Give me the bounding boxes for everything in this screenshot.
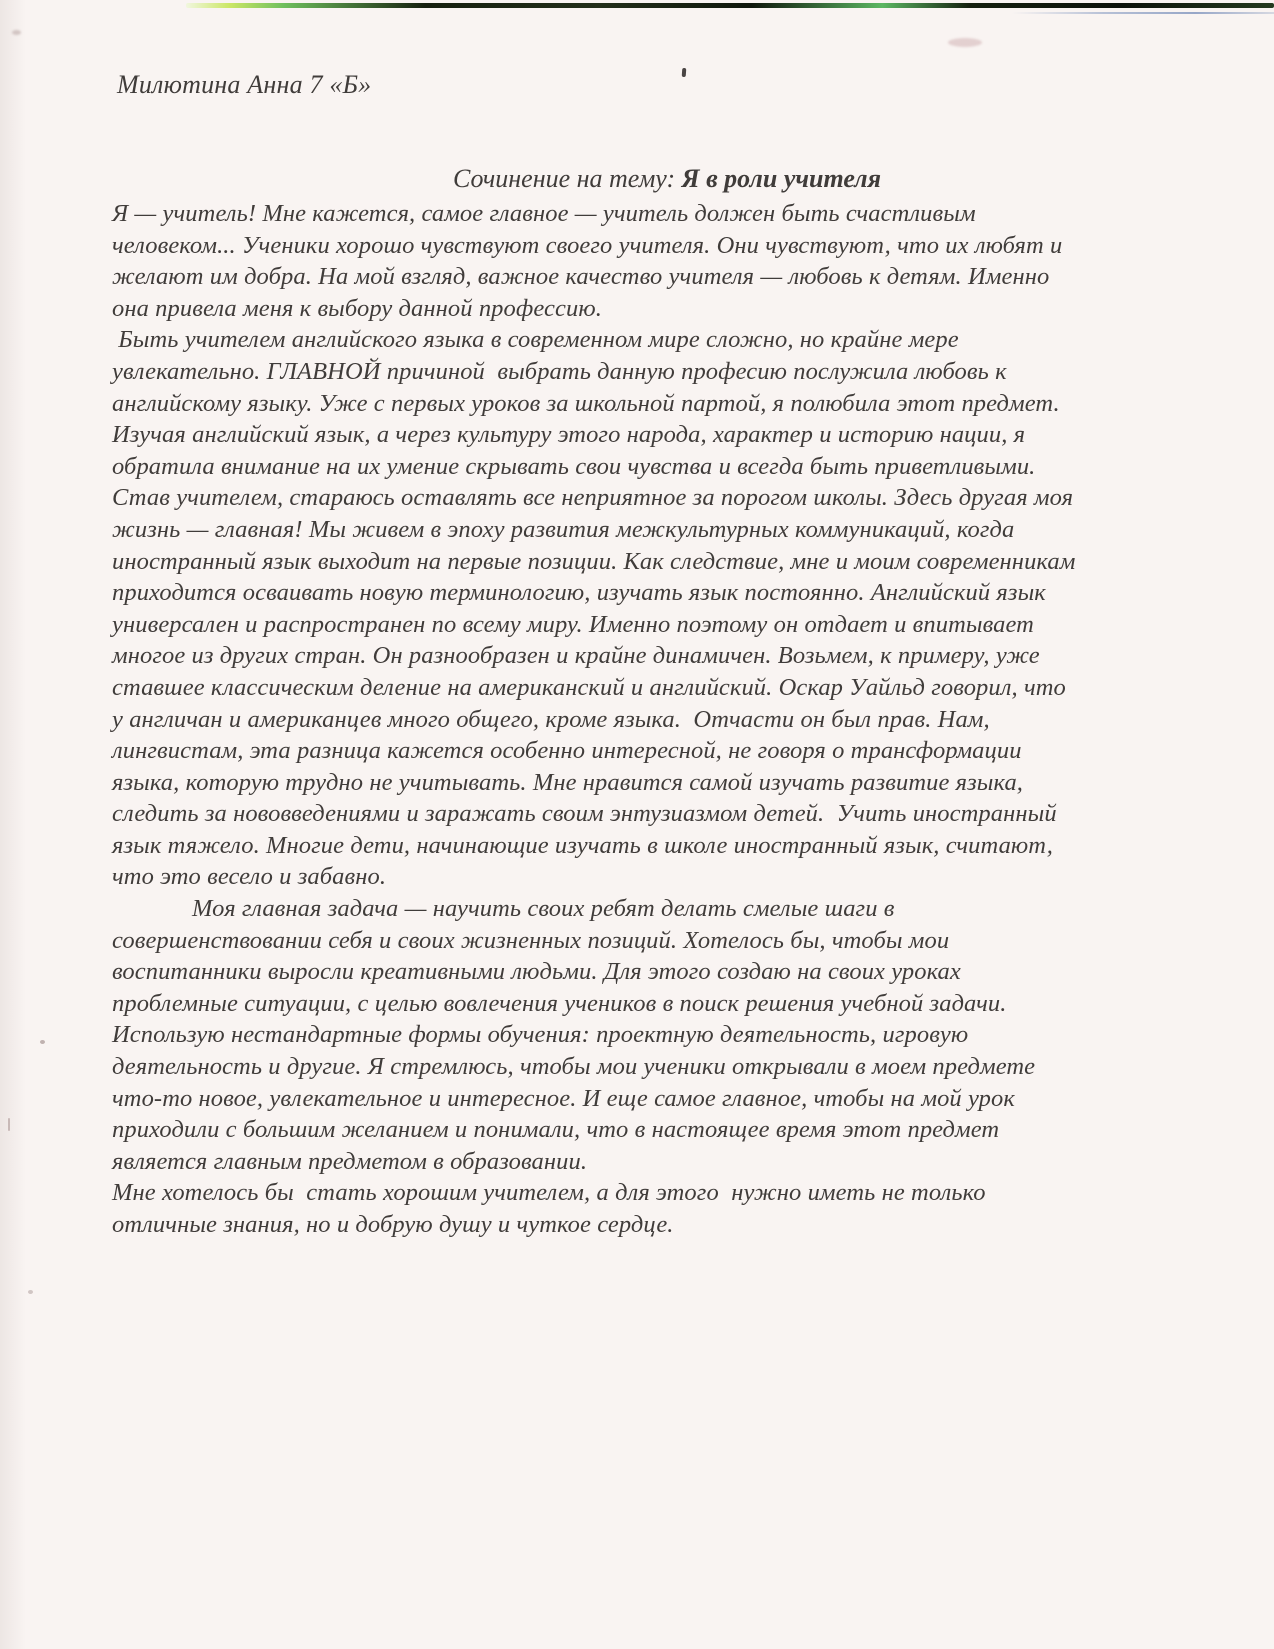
essay-line: лингвистам, эта разница кажется особенно интересной, не говоря о трансформации [112,737,1022,765]
scan-left-edge-shade [0,0,26,1649]
essay-line: что-то новое, увлекательное и интересное. И еще самое главное, чтобы на мой урок [112,1084,1015,1112]
essay-line: что это весело и забавно. [112,863,387,891]
scan-speck [12,30,21,35]
essay-line: проблемные ситуации, с целью вовлечения учеников в поиск решения учебной задачи. [112,989,1007,1017]
essay-line: универсален и распространен по всему миру. Именно поэтому он отдает и впитывает [112,610,1034,638]
scan-speck [948,38,982,47]
scan-speck [40,1040,45,1044]
essay-line: Моя главная задача — научить своих ребят делать смелые шаги в [192,895,895,923]
essay-line: Я — учитель! Мне кажется, самое главное — учитель должен быть счастливым [112,200,976,227]
essay-line: приходится осваивать новую терминологию, изучать язык постоянно. Английский язык [112,579,1046,607]
scan-speck [28,1290,33,1294]
essay-title-topic: Я в роли учителя [681,164,881,193]
essay-line: у англичан и американцев много общего, кроме языка. Отчасти он был прав. Нам, [112,705,990,733]
essay-line: деятельность и другие. Я стремлюсь, чтобы мои ученики открывали в моем предмете [112,1053,1036,1081]
essay-line: обратила внимание на их умение скрывать свои чувства и всегда быть приветливыми. [112,452,1036,480]
essay-line: следить за нововведениями и заражать своим энтузиазмом детей. Учить иностранный [112,800,1057,828]
essay-line: Использую нестандартные формы обучения: проектную деятельность, игровую [112,1021,969,1049]
essay-line: английскому языку. Уже с первых уроков за школьной партой, я полюбила этот предмет. [112,389,1060,417]
essay-line: отличные знания, но и добрую душу и чуткое сердце. [112,1211,674,1238]
scan-speck [682,68,687,77]
essay-line: жизнь — главная! Мы живем в эпоху развития межкультурных коммуникаций, когда [112,515,1015,543]
essay-line: язык тяжело. Многие дети, начинающие изучать в школе иностранный язык, считают, [112,831,1053,859]
essay-line: увлекательно. ГЛАВНОЙ причиной выбрать данную професию послужила любовь к [112,357,1007,385]
scan-speck [8,1118,10,1131]
essay-line: многое из других стран. Он разнообразен и крайне динамичен. Возьмем, к примеру, уже [112,642,1040,670]
essay-line: желают им добра. На мой взгляд, важное качество учителя — любовь к детям. Именно [112,263,1050,291]
essay-line: языка, которую трудно не учитывать. Мне нравится самой изучать развитие языка, [112,768,1024,796]
essay-line: Став учителем, стараюсь оставлять все неприятное за порогом школы. Здесь другая моя [112,484,1074,512]
essay-line: является главным предметом в образовании. [112,1147,588,1175]
essay-line: совершенствовании себя и своих жизненных позиций. Хотелось бы, чтобы мои [112,926,950,954]
essay-line: Быть учителем английского языка в современном мире сложно, но крайне мере [112,326,959,354]
essay-line: Изучая английский язык, а через культуру этого народа, характер и историю нации, я [112,421,1026,449]
essay-line: человеком... Ученики хорошо чувствуют своего учителя. Они чувствуют, что их любят и [112,231,1063,259]
essay-line: ставшее классическим деление на американский и английский. Оскар Уайльд говорил, что [112,673,1066,701]
essay-line: она привела меня к выбору данной профессию. [112,294,602,322]
essay-line: Мне хотелось бы стать хорошим учителем, а для этого нужно иметь не только [112,1179,986,1207]
essay-line: приходили с большим желанием и понимали, что в настоящее время этот предмет [112,1116,1000,1144]
essay-body [112,198,1190,1241]
essay-line: воспитанники выросли креативными людьми. Для этого создаю на своих уроках [112,958,961,986]
essay-line: иностранный язык выходит на первые позиции. Как следствие, мне и моим современникам [112,547,1076,575]
scan-top-edge-artifact [186,3,1274,8]
scan-top-edge-line [1012,12,1274,14]
author-line: Милютина Анна 7 «Б» [117,70,372,99]
essay-title-prefix: Сочинение на тему: [453,164,682,193]
